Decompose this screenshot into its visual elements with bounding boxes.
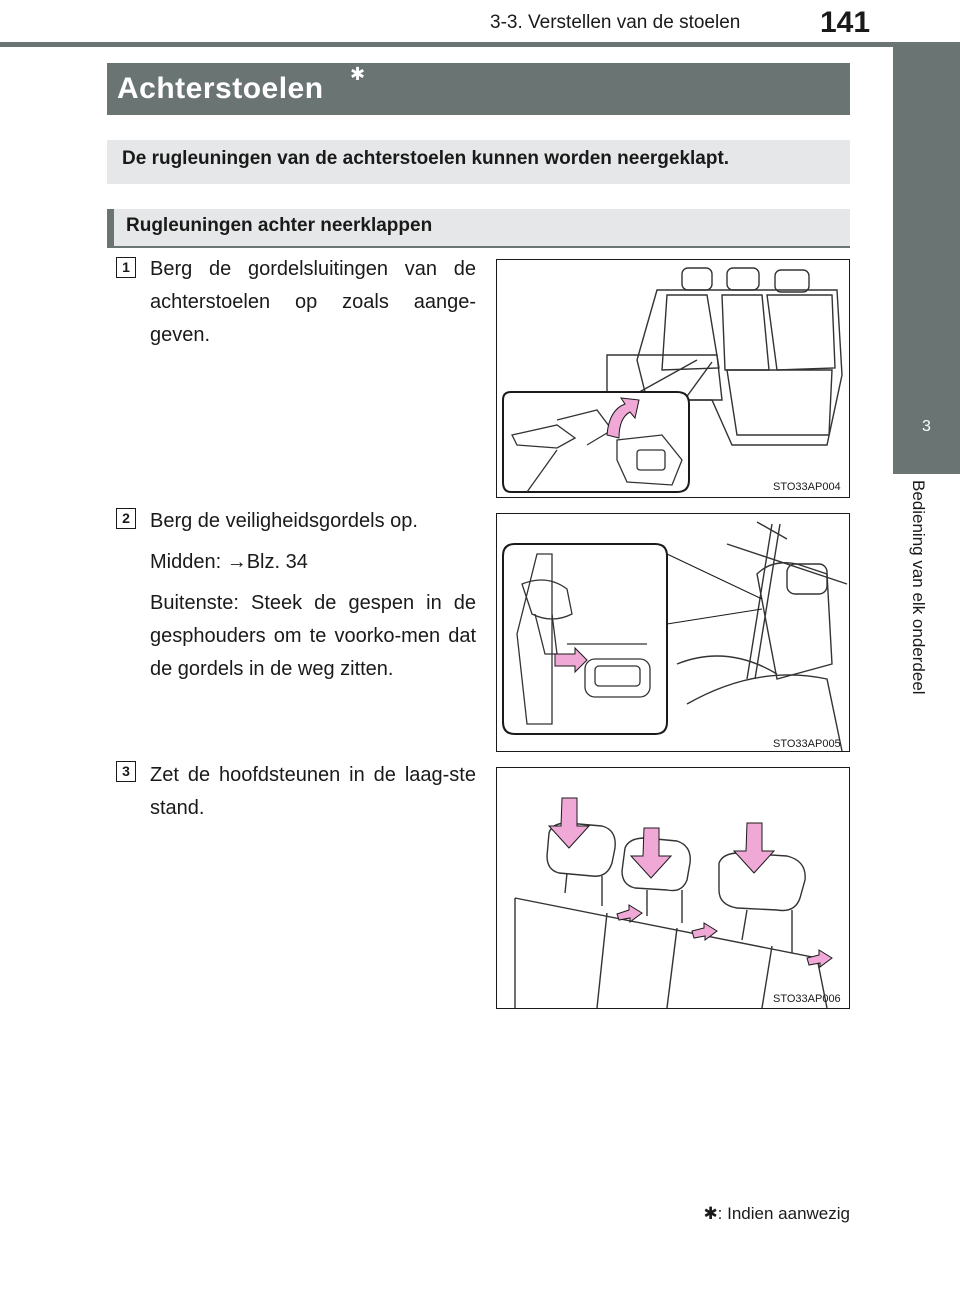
step-text [150, 759, 476, 833]
figure-code: STO33AP005 [773, 738, 841, 750]
step-number: 3 [116, 761, 136, 782]
step-paragraph: Midden: →Blz. 34 [150, 551, 308, 573]
section-header: 3-3. Verstellen van de stoelen [490, 12, 741, 33]
step-paragraph: Buitenste: Steek de gespen in de gesphouders om te voorko-men dat de gordels in de weg zitten. [150, 592, 476, 680]
step-number: 2 [116, 508, 136, 529]
seatbelt-stowage-figure [496, 513, 850, 752]
rear-seat-buckle-figure [496, 259, 850, 498]
footnote: ✱: Indien aanwezig [703, 1204, 850, 1223]
step-number: 1 [116, 257, 136, 278]
step-paragraph: Zet de hoofdsteunen in de laag-ste stand. [150, 764, 476, 819]
rear-seat-illustration [497, 260, 849, 497]
subheading-marker [107, 209, 114, 246]
seatbelt-illustration [497, 514, 849, 751]
page-number: 141 [820, 6, 871, 39]
figure-code: STO33AP004 [773, 481, 841, 493]
subheading: Rugleuningen achter neerklappen [126, 215, 433, 236]
step-text [150, 253, 476, 360]
chapter-title [909, 480, 928, 730]
page-title: Achterstoelen [117, 72, 324, 105]
chapter-number: 3 [922, 418, 931, 435]
chapter-tab [893, 47, 960, 474]
step-text [150, 505, 476, 694]
chapter-title-text: Bediening van elk onderdeel [909, 480, 928, 695]
intro-text: De rugleuningen van de achterstoelen kunnen worden neergeklapt. [122, 148, 730, 169]
headrest-illustration [497, 768, 849, 1008]
step-paragraph: Berg de gordelsluitingen van de achterstoelen op zoals aange-geven. [150, 258, 476, 346]
header-rule [0, 42, 960, 47]
step-paragraph: Berg de veiligheidsgordels op. [150, 510, 418, 532]
title-asterisk: ✱ [350, 64, 366, 84]
headrest-figure [496, 767, 850, 1009]
figure-code: STO33AP006 [773, 993, 841, 1005]
